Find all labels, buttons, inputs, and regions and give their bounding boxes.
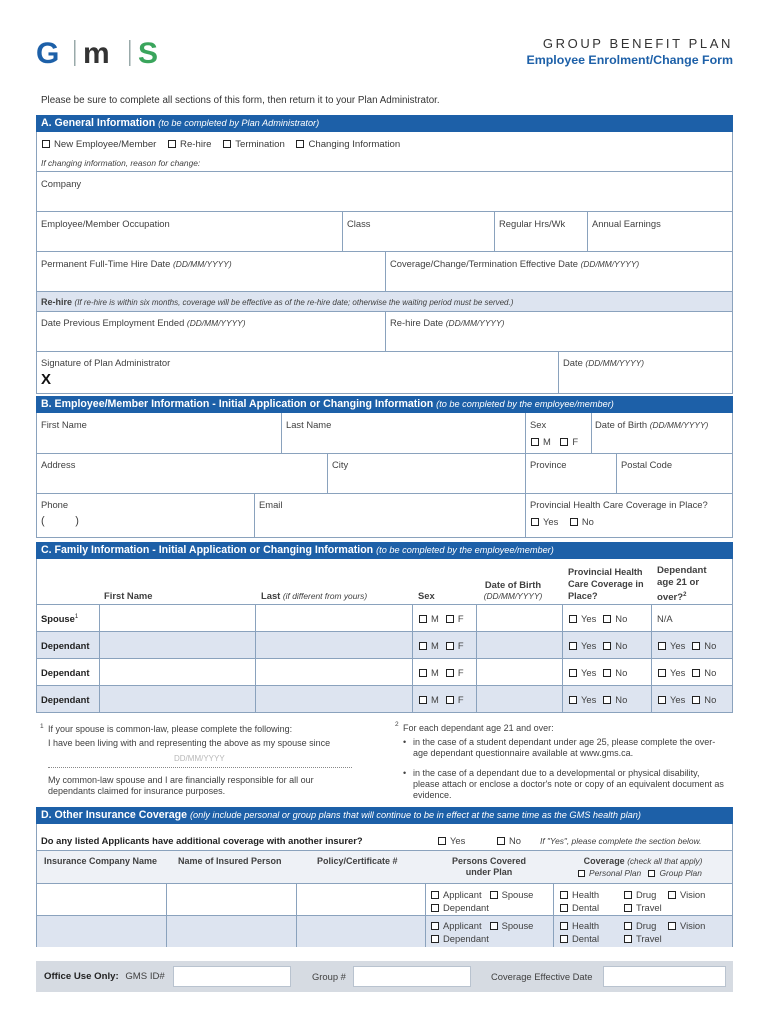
phone-area-code: ( ) <box>41 515 79 527</box>
section-b-title: B. Employee/Member Information - Initial Application or Changing Information <box>41 398 434 410</box>
option-changing-info[interactable]: Changing Information <box>296 139 400 150</box>
family-last-name-input[interactable] <box>256 632 412 658</box>
coverage-type-options[interactable]: Health Drug Vision Dental Travel <box>560 888 705 914</box>
family-row-label: Dependant <box>41 640 90 651</box>
section-b-header <box>36 396 733 413</box>
section-d-header <box>36 807 733 824</box>
family-sex-options[interactable]: M F <box>419 640 464 651</box>
other-coverage-yes[interactable]: Yes <box>438 835 465 846</box>
class-label: Class <box>347 218 371 229</box>
group-number-input[interactable] <box>353 966 471 987</box>
footnote-2-number: 2 <box>395 721 399 728</box>
family-dob-input[interactable] <box>477 605 562 631</box>
coverage-effective-date-label: Coverage Effective Date <box>491 971 593 982</box>
sex-label: Sex <box>530 419 547 430</box>
company-field[interactable]: Company <box>41 178 82 189</box>
section-a-title: A. General Information <box>41 117 156 129</box>
hours-label: Regular Hrs/Wk <box>499 218 566 229</box>
section-d-title: D. Other Insurance Coverage <box>41 809 188 821</box>
prev-employment-label[interactable]: Date Previous Employment Ended (DD/MM/YYYY) <box>41 317 246 328</box>
phone-label[interactable]: Phone <box>41 499 69 510</box>
form-subtitle: Employee Enrolment/Change Form <box>526 53 733 67</box>
email-label[interactable]: Email <box>259 499 283 510</box>
address-label[interactable]: Address <box>41 459 76 470</box>
health-coverage-label: Provincial Health Care Coverage in Place? <box>530 499 708 510</box>
occupation-field[interactable] <box>36 211 342 251</box>
occupation-label: Employee/Member Occupation <box>41 218 170 229</box>
option-new-employee[interactable]: New Employee/Member <box>42 139 156 150</box>
col-sex: Sex <box>418 590 435 601</box>
persons-covered-options[interactable]: Applicant Spouse Dependant <box>431 919 533 945</box>
dob-label[interactable]: Date of Birth (DD/MM/YYYY) <box>595 419 709 430</box>
family-sex-options[interactable]: M F <box>419 694 464 705</box>
section-c-title: C. Family Information - Initial Application or Changing Information <box>41 544 374 556</box>
option-rehire[interactable]: Re-hire <box>168 139 211 150</box>
coverage-effective-date-input[interactable] <box>603 966 726 987</box>
section-b-subtitle: (to be completed by the employee/member) <box>436 399 614 409</box>
section-d-subtitle: (only include personal or group plans that will continue to be in effect at the same time as the GMS health plan) <box>189 810 641 820</box>
other-coverage-question: Do any listed Applicants have additional coverage with another insurer? <box>41 835 363 846</box>
section-c-header <box>36 542 733 559</box>
svg-text:m: m <box>83 37 110 70</box>
change-type-options <box>42 139 400 150</box>
svg-text:S: S <box>138 37 159 70</box>
health-coverage-options[interactable]: Yes No <box>531 516 594 527</box>
coverage-type-options[interactable]: Health Drug Vision Dental Travel <box>560 919 705 945</box>
family-sex-options[interactable]: M F <box>419 667 464 678</box>
family-dob-input[interactable] <box>477 632 562 658</box>
signature-x-mark: X <box>41 371 52 388</box>
persons-covered-options[interactable]: Applicant Spouse Dependant <box>431 888 533 914</box>
office-use-label: Office Use Only: GMS ID# <box>44 971 165 982</box>
footnote-1-number: 1 <box>40 723 44 730</box>
section-a-header <box>36 115 733 132</box>
footnote-1-line3: My common-law spouse and I are financially responsible for all our dependants claimed for insurance purposes. <box>48 775 314 796</box>
family-row-label: Dependant <box>41 694 90 705</box>
plan-type-options[interactable]: Personal Plan Group Plan <box>578 868 702 878</box>
earnings-label: Annual Earnings <box>592 218 661 229</box>
signature-label[interactable]: Signature of Plan Administrator <box>41 357 171 368</box>
common-law-date-placeholder: DD/MM/YYYY <box>174 754 225 763</box>
footnote-2-bullet1: • in the case of a student dependant under age 25, please complete the over-age dependant questionnaire available at www.gms.ca. <box>403 737 716 758</box>
reason-label: If changing information, reason for change: <box>41 158 201 168</box>
hire-date-label[interactable]: Permanent Full-Time Hire Date (DD/MM/YYYY) <box>41 258 232 269</box>
col-insured-person: Name of Insured Person <box>178 856 282 866</box>
family-row-label: Spouse$^1$ <box>41 613 79 624</box>
section-c-subtitle: (to be completed by the employee/member) <box>376 545 554 555</box>
family-row-label: Dependant <box>41 667 90 678</box>
gms-logo <box>36 36 166 70</box>
family-phc-options[interactable]: Yes No <box>569 613 627 624</box>
first-name-label[interactable]: First Name <box>41 419 87 430</box>
option-termination[interactable]: Termination <box>223 139 285 150</box>
col-dependant-21: Dependant age 21 or over?$^2$ <box>657 565 707 604</box>
family-first-name-input[interactable] <box>100 632 255 658</box>
other-coverage-no[interactable]: No <box>497 835 521 846</box>
family-first-name-input[interactable] <box>100 686 255 712</box>
footnote-2-line1: For each dependant age 21 and over: <box>403 723 554 733</box>
form-title: GROUP BENEFIT PLAN <box>542 36 733 51</box>
rehire-date-label[interactable]: Re-hire Date (DD/MM/YYYY) <box>390 317 505 328</box>
family-phc-options[interactable]: Yes No <box>569 667 627 678</box>
city-label[interactable]: City <box>332 459 349 470</box>
footnote-2-bullet2: • in the case of a dependant due to a developmental or physical disability, please attach or enclose a doctor's note or copy of an equivalent document as evidence. <box>403 768 724 800</box>
family-dep21-na: N/A <box>657 613 673 624</box>
rehire-note: Re-hire (If re-hire is within six months, coverage will be effective as of the re-hire date; otherwise the waiting period must be served.) <box>41 297 514 307</box>
admin-date-label[interactable]: Date (DD/MM/YYYY) <box>563 357 645 368</box>
last-name-label[interactable]: Last Name <box>286 419 332 430</box>
gms-id-input[interactable] <box>173 966 291 987</box>
col-persons-covered: Persons Covered under Plan <box>451 856 527 877</box>
family-dep21-options[interactable]: Yes No <box>658 640 716 651</box>
col-insurance-company: Insurance Company Name <box>44 856 158 866</box>
family-dep21-options[interactable]: Yes No <box>658 667 716 678</box>
instruction-text: Please be sure to complete all sections of this form, then return it to your Plan Administrator. <box>41 95 440 106</box>
family-last-name-input[interactable] <box>256 659 412 685</box>
col-last-name: Last (if different from yours) <box>261 590 368 601</box>
footnote-1-line2: I have been living with and representing the above as my spouse since <box>48 738 331 748</box>
family-row <box>36 712 733 713</box>
postal-code-label[interactable]: Postal Code <box>621 459 673 470</box>
col-policy: Policy/Certificate # <box>317 856 398 866</box>
group-number-label: Group # <box>312 971 346 982</box>
family-phc-options[interactable]: Yes No <box>569 640 627 651</box>
svg-text:G: G <box>36 37 60 70</box>
family-first-name-input[interactable] <box>100 605 255 631</box>
footnote-1-line1: If your spouse is common-law, please complete the following: <box>48 724 293 734</box>
family-dep21-options[interactable]: Yes No <box>658 694 716 705</box>
effective-date-label[interactable]: Coverage/Change/Termination Effective Date (DD/MM/YYYY) <box>390 258 640 269</box>
province-label[interactable]: Province <box>530 459 567 470</box>
family-first-name-input[interactable] <box>100 659 255 685</box>
col-provincial-health: Provincial Health Care Coverage in Place? <box>568 567 644 601</box>
sex-options[interactable]: M F <box>531 436 578 447</box>
family-last-name-input[interactable] <box>256 686 412 712</box>
section-a-subtitle: (to be completed by Plan Administrator) <box>158 118 320 128</box>
section-b-box <box>36 413 733 538</box>
family-phc-options[interactable]: Yes No <box>569 694 627 705</box>
family-sex-options[interactable]: M F <box>419 613 464 624</box>
family-dob-input[interactable] <box>477 686 562 712</box>
col-first-name: First Name <box>104 590 153 601</box>
col-dob: Date of Birth (DD/MM/YYYY) <box>483 579 543 601</box>
family-dob-input[interactable] <box>477 659 562 685</box>
col-coverage: Coverage (check all that apply) <box>583 856 703 866</box>
family-last-name-input[interactable] <box>256 605 412 631</box>
if-yes-note: If "Yes", please complete the section below. <box>540 836 702 846</box>
